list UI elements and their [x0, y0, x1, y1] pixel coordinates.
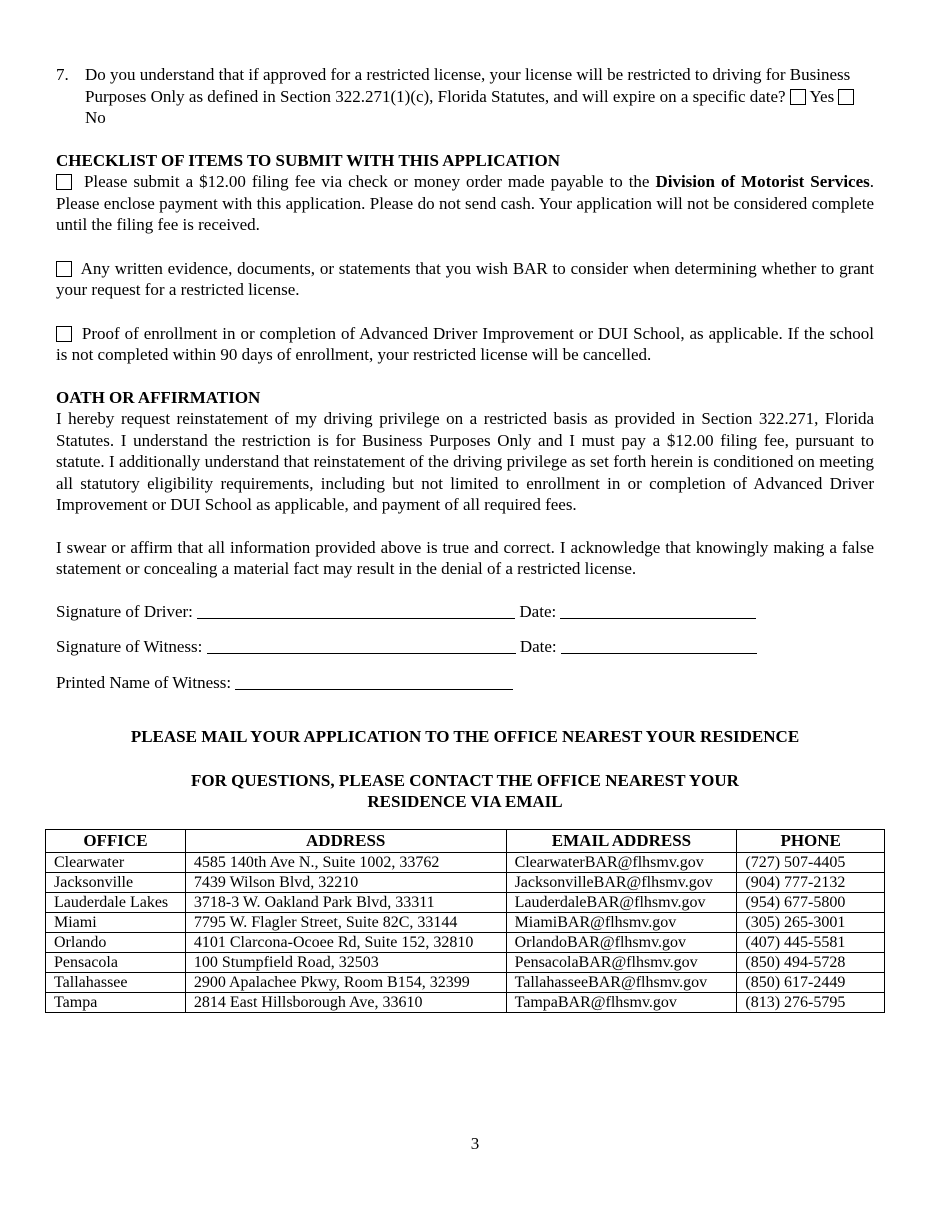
table-row — [46, 913, 885, 933]
page-number: 3 — [470, 1134, 480, 1153]
phone-cell: (727) 507-4405 — [737, 853, 885, 873]
mail-notice: PLEASE MAIL YOUR APPLICATION TO THE OFFICE NEAREST YOUR RESIDENCE — [130, 727, 800, 746]
email-cell: TampaBAR@flhsmv.gov — [506, 993, 737, 1013]
email-cell: LauderdaleBAR@flhsmv.gov — [506, 893, 737, 913]
driver-signature-field[interactable] — [197, 602, 515, 619]
phone-cell: (813) 276-5795 — [737, 993, 885, 1013]
table-header-row — [46, 830, 885, 853]
email-cell: OrlandoBAR@flhsmv.gov — [506, 933, 737, 953]
office-cell: Orlando — [46, 933, 186, 953]
question-text: Do you understand that if approved for a restricted license, your license will be restricted to driving for Business Purposes Only as defined in Section 322.271(1)(c), Florida Statutes, and will expire on a specific date? — [85, 65, 851, 106]
phone-cell: (850) 617-2449 — [737, 973, 885, 993]
header-email: EMAIL ADDRESS — [506, 830, 737, 853]
phone-cell: (850) 494-5728 — [737, 953, 885, 973]
checklist-heading: CHECKLIST OF ITEMS TO SUBMIT WITH THIS APPLICATION — [56, 150, 561, 170]
phone-cell: (407) 445-5581 — [737, 933, 885, 953]
witness-date-field[interactable] — [561, 637, 757, 654]
table-row — [46, 853, 885, 873]
address-cell: 100 Stumpfield Road, 32503 — [185, 953, 506, 973]
phone-cell: (904) 777-2132 — [737, 873, 885, 893]
table-row — [46, 893, 885, 913]
no-label: No — [85, 108, 106, 127]
address-cell: 7795 W. Flagler Street, Suite 82C, 33144 — [185, 913, 506, 933]
filing-fee-checkbox[interactable] — [56, 174, 72, 190]
evidence-text: Any written evidence, documents, or statements that you wish BAR to consider when determining whether to grant your request for a restricted license. — [56, 258, 875, 299]
questions-notice-line1: FOR QUESTIONS, PLEASE CONTACT THE OFFICE NEAREST YOUR — [191, 770, 739, 790]
header-office: OFFICE — [46, 830, 186, 853]
driver-date-label: Date: — [519, 601, 557, 621]
checklist-item-evidence — [56, 258, 874, 301]
oath-paragraph-2: I swear or affirm that all information provided above is true and correct. I acknowledge that knowingly making a false statement or concealing a material fact may result in the denial of a restricted license. — [56, 537, 874, 578]
phone-cell: (954) 677-5800 — [737, 893, 885, 913]
email-cell: TallahasseeBAR@flhsmv.gov — [506, 973, 737, 993]
yes-checkbox[interactable] — [790, 89, 806, 105]
email-cell: MiamiBAR@flhsmv.gov — [506, 913, 737, 933]
witness-signature-field[interactable] — [207, 637, 516, 654]
witness-printed-name-label: Printed Name of Witness: — [56, 672, 232, 692]
witness-printed-name-field[interactable] — [235, 673, 513, 690]
no-checkbox[interactable] — [838, 89, 854, 105]
enrollment-text: Proof of enrollment in or completion of Advanced Driver Improvement or DUI School, as applicable. If the school is not completed within 90 days of enrollment, your restricted license will be cancelled. — [56, 323, 875, 364]
offices-table — [45, 829, 885, 1013]
questions-notice — [56, 770, 874, 813]
email-cell: JacksonvilleBAR@flhsmv.gov — [506, 873, 737, 893]
driver-signature-line — [56, 601, 874, 623]
table-row — [46, 993, 885, 1013]
witness-printed-name-line — [56, 672, 874, 694]
filing-fee-text-cont: . Please enclose payment with this application. Please do not send cash. Your application will not be considered complete until the filing fee is received. — [56, 172, 874, 234]
office-cell: Miami — [46, 913, 186, 933]
office-cell: Jacksonville — [46, 873, 186, 893]
office-cell: Lauderdale Lakes — [46, 893, 186, 913]
division-name: Division of Motorist Services — [655, 172, 870, 191]
office-cell: Tampa — [46, 993, 186, 1013]
address-cell: 2814 East Hillsborough Ave, 33610 — [185, 993, 506, 1013]
email-cell: ClearwaterBAR@flhsmv.gov — [506, 853, 737, 873]
driver-date-field[interactable] — [560, 602, 756, 619]
address-cell: 7439 Wilson Blvd, 32210 — [185, 873, 506, 893]
question-7 — [56, 64, 874, 129]
address-cell: 3718-3 W. Oakland Park Blvd, 33311 — [185, 893, 506, 913]
enrollment-checkbox[interactable] — [56, 326, 72, 342]
driver-signature-label: Signature of Driver: — [56, 601, 193, 621]
office-cell: Tallahassee — [46, 973, 186, 993]
office-cell: Clearwater — [46, 853, 186, 873]
table-row — [46, 933, 885, 953]
table-row — [46, 973, 885, 993]
witness-signature-line — [56, 636, 874, 658]
witness-signature-label: Signature of Witness: — [56, 637, 203, 656]
table-row — [46, 873, 885, 893]
filing-fee-text: Please submit a $12.00 filing fee via check or money order made payable to the — [83, 172, 650, 191]
header-address: ADDRESS — [185, 830, 506, 853]
oath-heading: OATH OR AFFIRMATION — [56, 387, 261, 407]
evidence-checkbox[interactable] — [56, 261, 72, 277]
witness-date-label: Date: — [519, 637, 557, 656]
phone-cell: (305) 265-3001 — [737, 913, 885, 933]
address-cell: 2900 Apalachee Pkwy, Room B154, 32399 — [185, 973, 506, 993]
address-cell: 4101 Clarcona-Ocoee Rd, Suite 152, 32810 — [185, 933, 506, 953]
table-row — [46, 953, 885, 973]
checklist-item-filing-fee — [56, 171, 874, 236]
office-cell: Pensacola — [46, 953, 186, 973]
question-number: 7. — [56, 65, 69, 84]
form-page — [56, 64, 874, 813]
address-cell: 4585 140th Ave N., Suite 1002, 33762 — [185, 853, 506, 873]
yes-label: Yes — [809, 86, 835, 106]
checklist-item-enrollment — [56, 323, 874, 366]
header-phone: PHONE — [737, 830, 885, 853]
questions-notice-line2: RESIDENCE VIA EMAIL — [367, 792, 563, 811]
oath-paragraph-1: I hereby request reinstatement of my driving privilege on a restricted basis as provided in Section 322.271, Florida Statutes. I understand the restriction is for Business Purposes Only and I must pay a $12.00 filing fee, pursuant to statute. I additionally understand that reinstatement of the driving privilege as set forth herein is conditioned on meeting all statutory eligibility requirements, including but not limited to enrollment in or completion of Advanced Driver Improvement or DUI School as applicable, and payment of all required fees. — [56, 409, 874, 514]
email-cell: PensacolaBAR@flhsmv.gov — [506, 953, 737, 973]
